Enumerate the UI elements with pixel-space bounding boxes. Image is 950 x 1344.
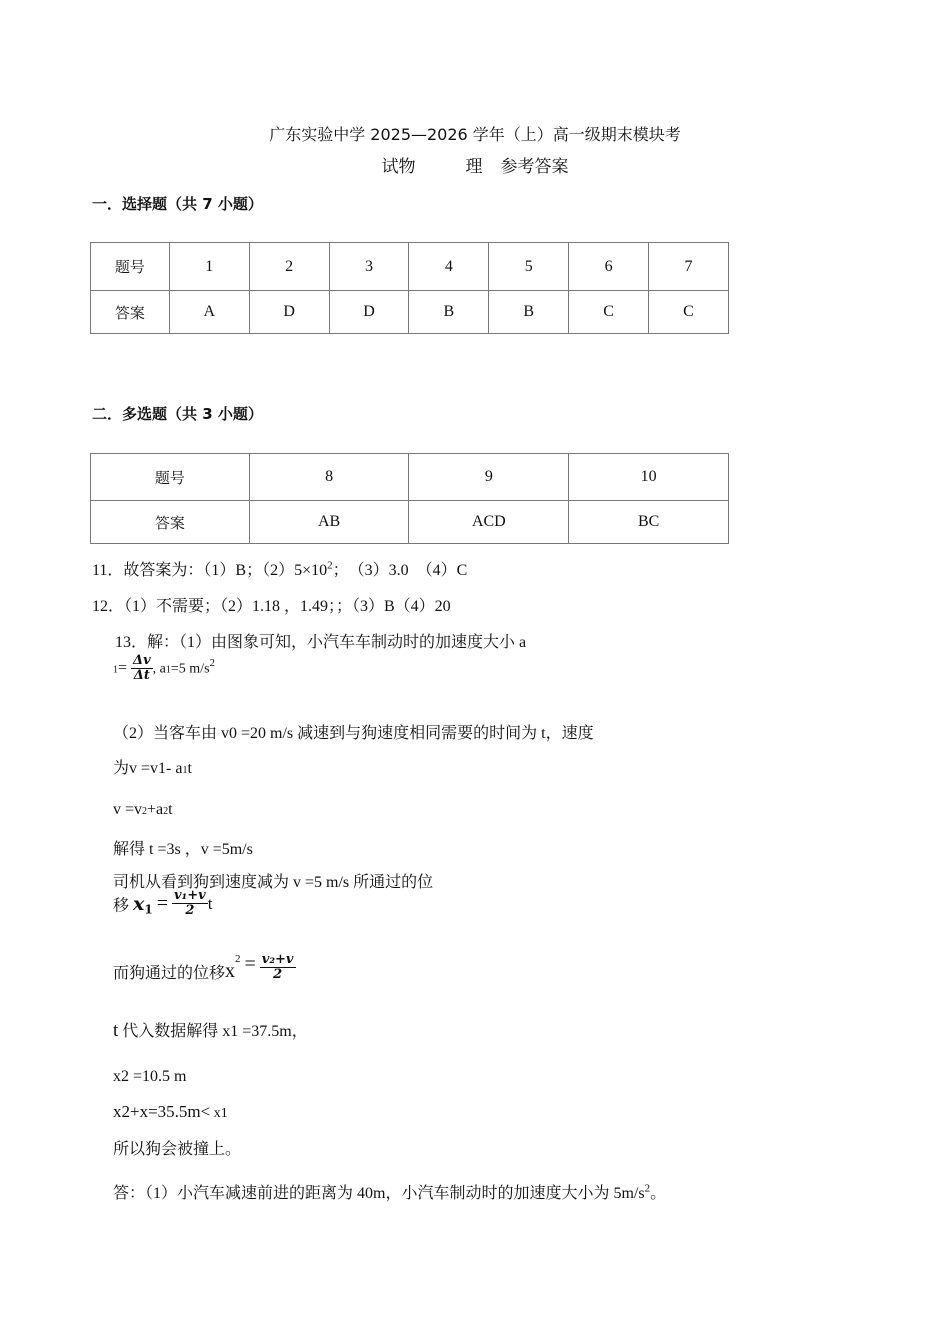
x1-symbol: x xyxy=(133,892,145,915)
q13-line14-exp: 2 xyxy=(644,1182,651,1195)
q13-line5-c: t xyxy=(168,801,173,818)
q13-a1-val: =5 m/s xyxy=(170,661,210,677)
q13-line9-eq: = xyxy=(244,953,256,975)
table-header-cell: 答案 xyxy=(91,501,250,544)
q13-line4 xyxy=(113,755,192,778)
fraction-denominator: 2 xyxy=(273,967,283,983)
subtitle-part-c: 参考答案 xyxy=(500,157,569,177)
q13-line13: 所以狗会被撞上。 xyxy=(113,1141,242,1158)
answer-cell: C xyxy=(569,291,649,334)
page-title: 广东实验中学 2025—2026 学年（上）高一级期末模块考 xyxy=(269,125,681,144)
q11-suffix: ； （3）3.0 （4）C xyxy=(332,562,468,579)
x1-fraction xyxy=(172,889,208,919)
answer-cell: B xyxy=(489,291,569,334)
q13-line8-t: t xyxy=(207,893,213,913)
q13-a1-exp: 2 xyxy=(209,657,216,670)
x1-sub: 1 xyxy=(144,902,153,917)
q13-line5 xyxy=(113,801,173,819)
question-number: 10 xyxy=(569,454,729,501)
answer-cell: C xyxy=(649,291,729,334)
q13-line5-sub1: 2 xyxy=(142,806,148,817)
q13-line12-a: x2+x=35.5m< xyxy=(113,1102,211,1121)
q13-eq: = xyxy=(118,659,128,677)
question-number: 7 xyxy=(649,243,729,291)
q13-sub: 1 xyxy=(113,664,118,676)
question-number: 2 xyxy=(249,243,329,291)
question-number: 4 xyxy=(409,243,489,291)
table-header-cell: 题号 xyxy=(91,454,250,501)
section2-table xyxy=(90,453,729,544)
section2-heading: 二．多选题（共 3 小题） xyxy=(92,405,263,423)
fraction-numerator: v₂+v xyxy=(261,952,294,967)
fraction-numerator: Δv xyxy=(133,653,151,668)
fraction-denominator: 2 xyxy=(185,903,195,919)
x2-fraction xyxy=(260,953,296,983)
q13-line1: 13．解：（1）由图象可知，小汽车车制动时的加速度大小 a xyxy=(115,634,527,651)
page-subtitle xyxy=(0,152,950,177)
answer-cell: A xyxy=(169,291,249,334)
q13-line5-sub2: 2 xyxy=(163,806,169,817)
question-number: 5 xyxy=(489,243,569,291)
q13-line9-a: 而狗通过的位移 xyxy=(113,965,226,982)
answer-cell: AB xyxy=(249,501,409,544)
table-row xyxy=(91,243,729,291)
question-number: 6 xyxy=(569,243,649,291)
table-row xyxy=(91,501,729,544)
answer-cell: D xyxy=(249,291,329,334)
q13-line9 xyxy=(113,953,296,983)
q13-line5-a: v =v xyxy=(113,801,143,818)
question-number: 8 xyxy=(249,454,409,501)
q13-line14-end: 。 xyxy=(650,1185,667,1202)
accel-fraction xyxy=(131,654,153,684)
q12-answer: 12．（1）不需要；（2）1.18 ，1.49；；（3）B（4）20 xyxy=(92,598,451,615)
q13-line12-b: x1 xyxy=(210,1106,228,1121)
answer-cell: B xyxy=(409,291,489,334)
q13-line8-a: 移 xyxy=(113,897,130,915)
x2-symbol: x xyxy=(225,960,236,982)
fraction-numerator: v₁+v xyxy=(173,888,206,903)
section1-table xyxy=(90,242,729,334)
question-number: 1 xyxy=(169,243,249,291)
question-number: 3 xyxy=(329,243,409,291)
q13-line8 xyxy=(113,889,212,919)
q13-line10-b: 代入数据解得 x1 =37.5m， xyxy=(118,1023,308,1040)
x2-sup: 2 xyxy=(235,953,241,965)
q11-prefix: 11．故答案为：（1）B；（2）5×10 xyxy=(92,562,328,579)
q13-line3: （2）当客车由 v0 =20 m/s 减速到与狗速度相同需要的时间为 t，速度 xyxy=(113,725,594,742)
q11-answer xyxy=(92,557,467,580)
q13-line5-b: +a xyxy=(147,801,164,818)
table-header-cell: 题号 xyxy=(91,243,170,291)
table-header-cell: 答案 xyxy=(91,291,170,334)
fraction-denominator: Δt xyxy=(133,668,150,684)
q13-line7: 司机从看到狗到速度减为 v =5 m/s 所通过的位 xyxy=(113,874,434,891)
q13-conclusion xyxy=(113,1180,666,1203)
q13-line12 xyxy=(113,1102,228,1122)
q13-line2 xyxy=(113,654,215,684)
q13-line4-b: t xyxy=(187,760,192,777)
q13-line11: x2 =10.5 m xyxy=(113,1068,187,1085)
table-row xyxy=(91,291,729,334)
q13-a1-sub: 1 xyxy=(165,664,171,676)
subtitle-part-a: 试物 xyxy=(381,157,416,177)
q13-line14: 答：（1）小汽车减速前进的距离为 40m，小汽车制动时的加速度大小为 5m/s xyxy=(113,1185,645,1202)
table-row xyxy=(91,454,729,501)
answer-cell: BC xyxy=(569,501,729,544)
q13-line10-t: t xyxy=(113,1020,119,1041)
subtitle-part-b: 理 xyxy=(465,157,483,177)
q11-exponent: 2 xyxy=(327,559,333,572)
answer-cell: ACD xyxy=(409,501,569,544)
q13-line10 xyxy=(113,1018,308,1042)
answer-cell: D xyxy=(329,291,409,334)
q13-line8-eq: = xyxy=(156,892,168,915)
q13-a1: , a xyxy=(152,661,166,677)
question-number: 9 xyxy=(409,454,569,501)
section1-heading: 一．选择题（共 7 小题） xyxy=(92,195,263,213)
q13-line4-a: 为v =v1- a xyxy=(113,760,183,777)
q13-line6: 解得 t =3s ，v =5m/s xyxy=(113,841,253,858)
q13-line4-sub: 1 xyxy=(182,765,188,776)
